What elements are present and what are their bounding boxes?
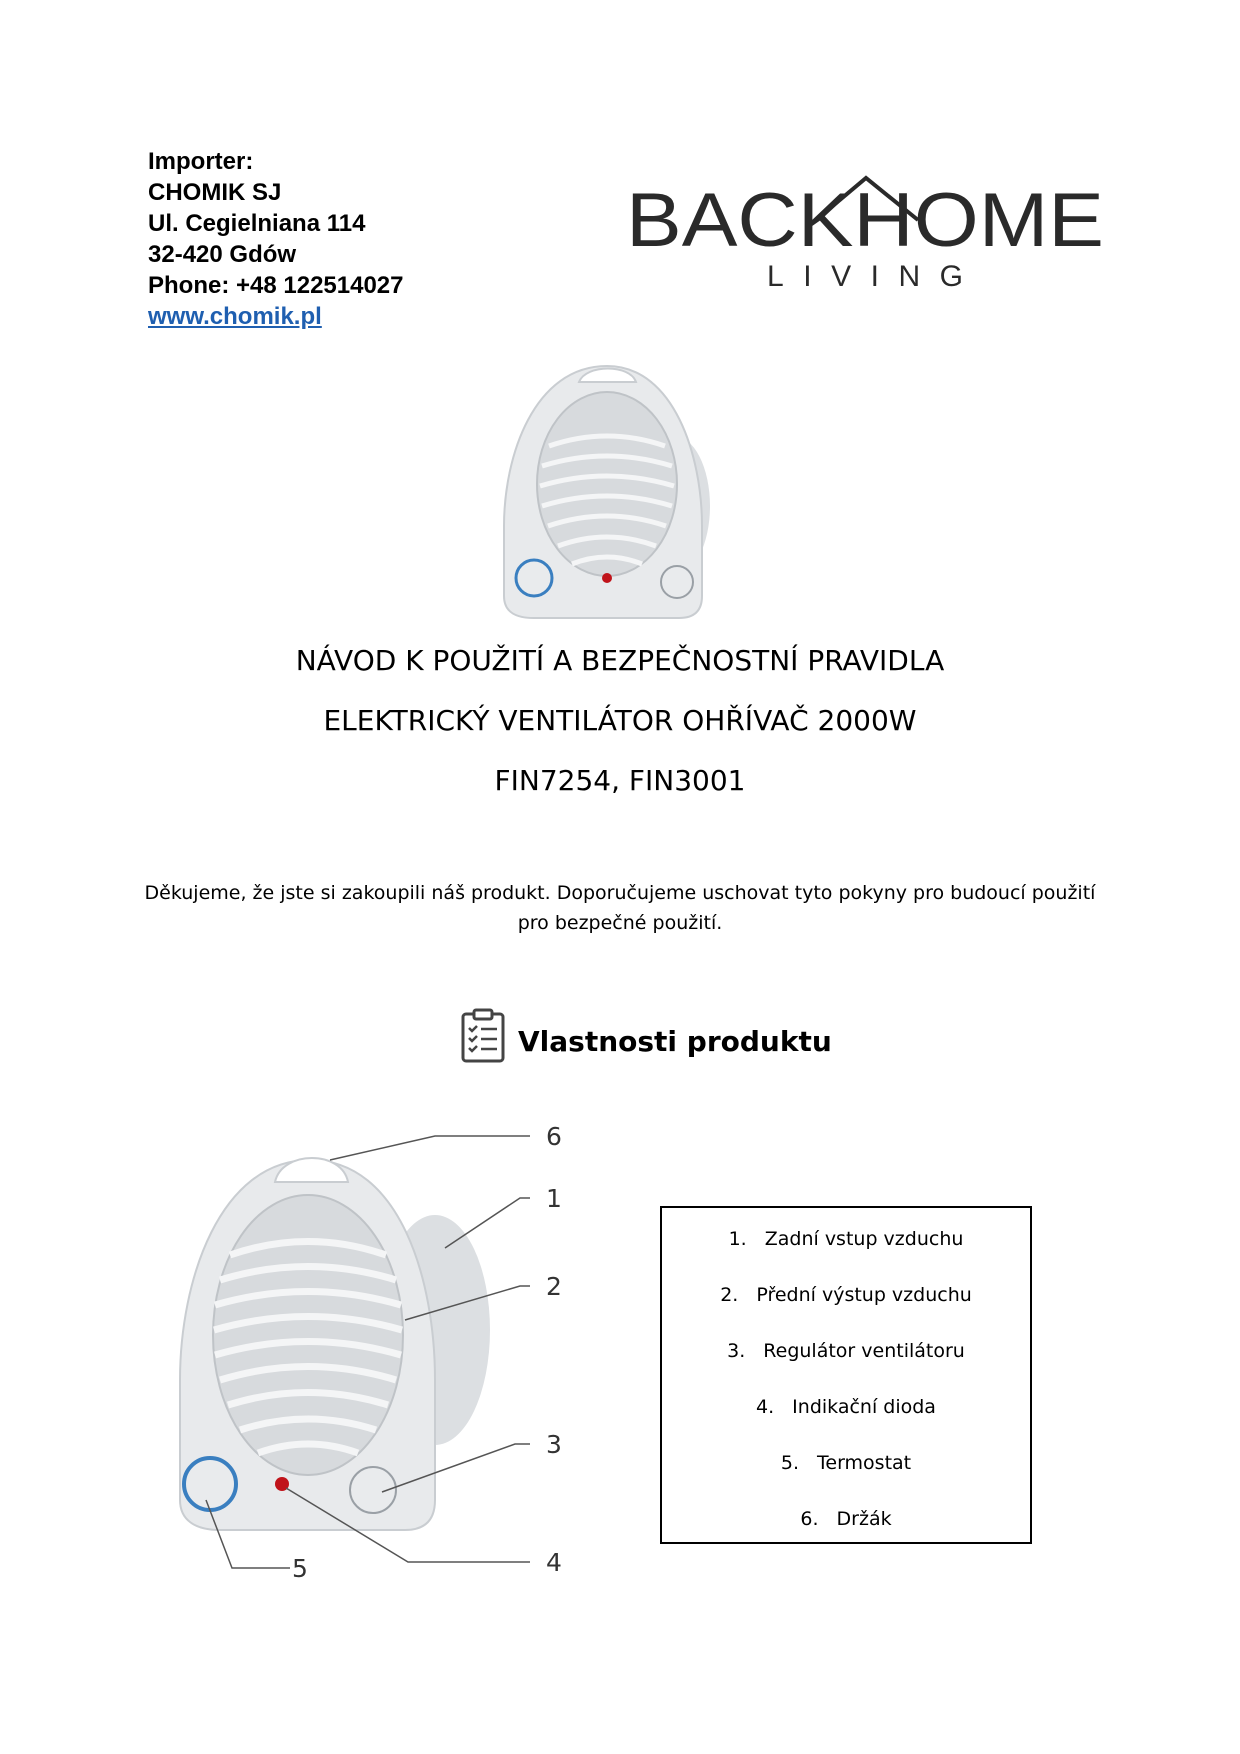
feature-label: Indikační dioda (792, 1396, 936, 1418)
feature-number: 4. (756, 1396, 775, 1418)
logo-brand-text: BACKHOME (626, 178, 1104, 263)
feature-label: Zadní vstup vzduchu (764, 1228, 964, 1250)
intro-line-2: pro bezpečné použití. (517, 912, 723, 934)
callout-5: 5 (292, 1554, 308, 1583)
features-list (662, 1208, 1030, 1554)
diagram-heater-handle (275, 1158, 348, 1182)
feature-label: Držák (836, 1508, 892, 1530)
title-line-3: FIN7254, FIN3001 (494, 764, 746, 797)
heater-grille (537, 392, 677, 576)
indicator-led (602, 573, 612, 583)
list-item (662, 1330, 1030, 1386)
feature-number: 2. (720, 1284, 739, 1306)
callout-6: 6 (546, 1122, 562, 1151)
title-line-1: NÁVOD K POUŽITÍ A BEZPEČNOSTNÍ PRAVIDLA (295, 644, 945, 677)
feature-label: Regulátor ventilátoru (763, 1340, 965, 1362)
diagram-thermostat-knob (184, 1458, 236, 1510)
brand-logo (620, 148, 1110, 293)
features-heading (460, 1004, 832, 1064)
list-item (662, 1386, 1030, 1442)
callout-3: 3 (546, 1430, 562, 1459)
feature-number: 6. (800, 1508, 819, 1530)
intro-text (120, 878, 1120, 938)
importer-website-link[interactable]: www.chomik.pl (148, 303, 322, 330)
features-list-box (660, 1206, 1032, 1544)
product-photo (494, 356, 720, 628)
feature-number: 1. (728, 1228, 747, 1250)
list-item (662, 1218, 1030, 1274)
importer-street: Ul. Cegielniana 114 (148, 210, 366, 237)
importer-city: 32-420 Gdów (148, 241, 297, 268)
feature-number: 5. (780, 1452, 799, 1474)
clipboard-checklist-icon (460, 1008, 506, 1064)
importer-company: CHOMIK SJ (148, 179, 282, 206)
list-item (662, 1274, 1030, 1330)
intro-line-1: Děkujeme, že jste si zakoupili náš produkt. Doporučujeme uschovat tyto pokyny pro budoucí použití (144, 882, 1096, 904)
leader-line-6 (330, 1136, 530, 1160)
title-line-2: ELEKTRICKÝ VENTILÁTOR OHŘÍVAČ 2000W (323, 704, 917, 737)
importer-phone: Phone: +48 122514027 (148, 272, 404, 299)
callout-4: 4 (546, 1548, 562, 1577)
callout-1: 1 (546, 1184, 562, 1213)
product-diagram (160, 1110, 580, 1583)
logo-tagline-text: LIVING (767, 260, 963, 293)
callout-2: 2 (546, 1272, 562, 1301)
fan-knob (661, 566, 693, 598)
list-item (662, 1442, 1030, 1498)
feature-number: 3. (727, 1340, 746, 1362)
feature-label: Přední výstup vzduchu (756, 1284, 972, 1306)
feature-label: Termostat (817, 1452, 912, 1474)
thermostat-knob (516, 560, 552, 596)
list-item (662, 1498, 1030, 1554)
document-titles (0, 640, 1240, 820)
features-heading-text: Vlastnosti produktu (518, 1025, 832, 1058)
importer-block (148, 146, 404, 332)
importer-label: Importer: (148, 148, 254, 175)
